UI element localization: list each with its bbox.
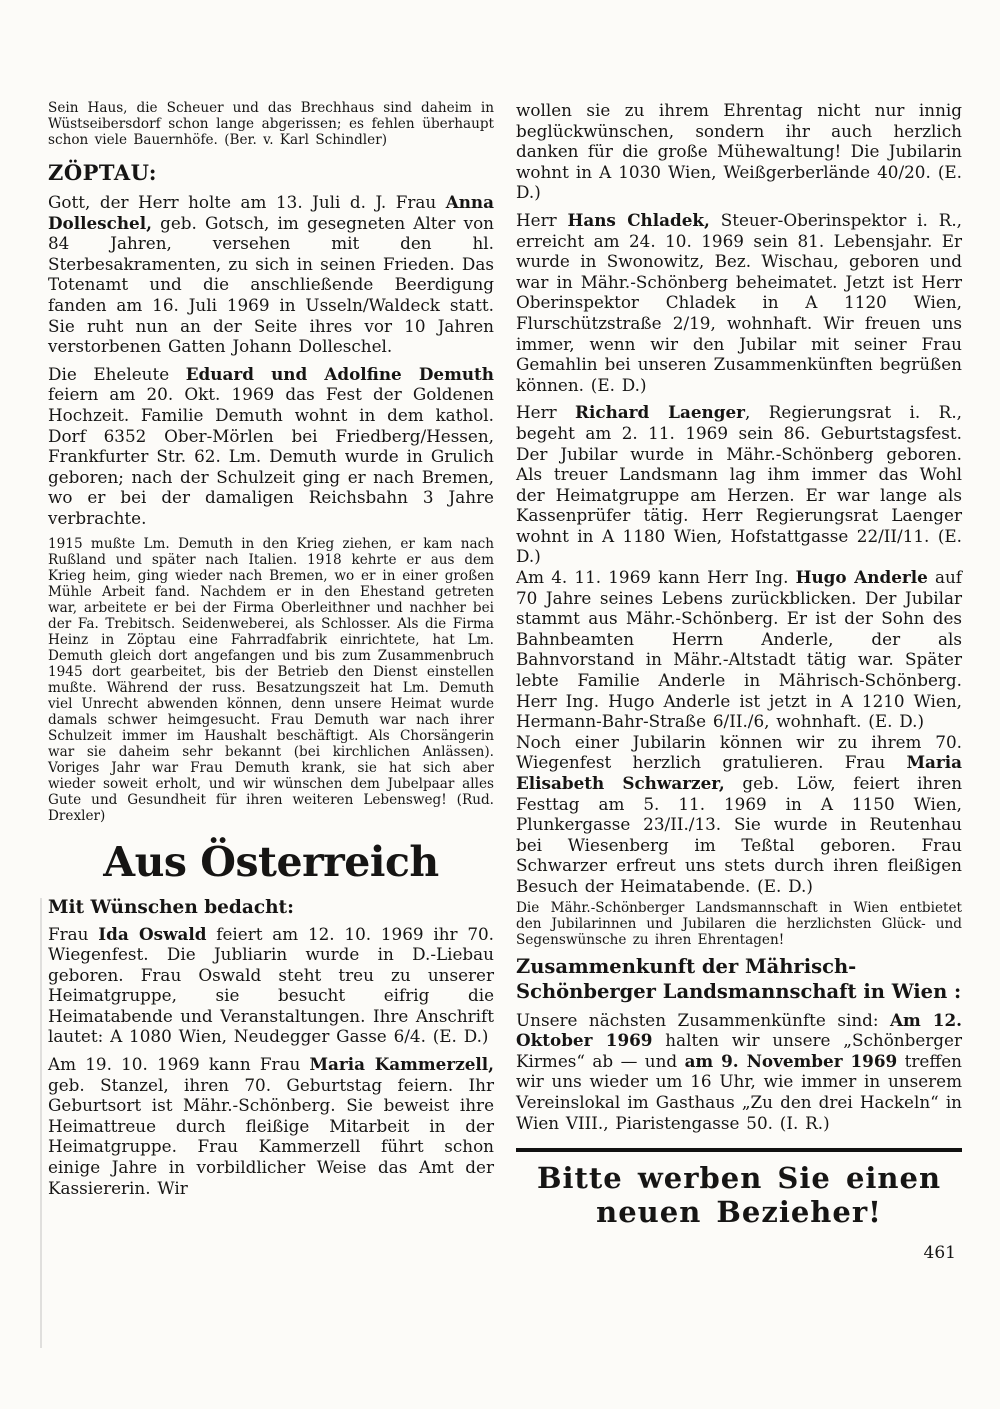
promo-banner-neuer-bezieher: [516, 1148, 962, 1229]
notice-richard-laenger: Herr Richard Laenger, Regierungsrat i. R., begeht am 2. 11. 1969 sein 86. Geburtstagsfest. Der Jubilar wurde in Mähr.-Schönberg geboren. Als treuer Landsmann lag ihm immer das Wohl der Heimatgruppe am Herzen. Er war lange als Kassenprüfer tätig. Herr Regierungsrat Laenger wohnt in A 1180 Wien, Hofstattgasse 22/II/11. (E. D.): [516, 402, 962, 567]
obituary-anna-dolleschel: Gott, der Herr holte am 13. Juli d. J. Frau Anna Dolleschel, geb. Gotsch, im gesegneten Alter von 84 Jahren, versehen mit den hl. Sterbesakramenten, zu sich in seinen Frieden. Das Totenamt und die anschließende Beerdigung fanden am 16. Juli 1969 in Usseln/Waldeck statt. Sie ruht nun an der Seite ihres vor 10 Jahren verstorbenen Gatten Johann Dolleschel.: [48, 192, 494, 357]
right-column: [516, 100, 962, 1263]
notice-ida-oswald: Frau Ida Oswald feiert am 12. 10. 1969 ihr 70. Wiegenfest. Die Jubliarin wurde in D.-Liebau geboren. Frau Oswald steht treu zu unserer Heimatgruppe, sie besucht eifrig die Heimatabende und Veranstaltungen. Ihre Anschrift lautet: A 1080 Wien, Neudegger Gasse 6/4. (E. D.): [48, 923, 495, 1047]
heading-zusammenkunft: Zusammenkunft der Mährisch-Schönberger Landsmannschaft in Wien :: [516, 954, 962, 1003]
page-number: 461: [923, 1243, 956, 1264]
biography-demuth: 1915 mußte Lm. Demuth in den Krieg ziehen, er kam nach Rußland und später nach Italien. 1918 kehrte er aus dem Krieg heim, ging wieder nach Bremen, wo er in einer großen Mühle Arbeit fand. Nachdem er in den Ehestand getreten war, arbeitete er bei der Firma Oberleithner und nachher bei der Fa. Trebitsch. Seidenweberei, als Schlosser. Als die Firma Heinz in Zöptau eine Fahrradfabrik einrichtete, hat Lm. Demuth gleich dort angefangen und bis zum Zusammenbruch 1945 dort gearbeitet, bis der Betrieb den Dienst einstellen mußte. Während der russ. Besatzungszeit hat Lm. Demuth viel Unrecht abwenden können, denn unsere Heimat wurde damals schwer heimgesucht. Frau Demuth war nach ihrer Schulzeit immer im Haushalt beschäftigt. Als Chorsängerin war sie daheim sehr bekannt (bei kirchlichen Anlässen). Voriges Jahr war Frau Demuth krank, sie hat sich aber wieder soweit erholt, und wir wünschen dem Jubelpaar alles Gute und Gesundheit für ihren weiteren Lebensweg! (Rud. Drexler): [48, 535, 494, 824]
intro-note-wuestseibersdorf: Sein Haus, die Scheuer und das Brechhaus sind daheim in Wüstseibersdorf schon lange abgerissen; es fehlen überhaupt schon viele Bauernhöfe. (Ber. v. Karl Schindler): [48, 100, 494, 148]
notice-continuation-ehrentag: wollen sie zu ihrem Ehrentag nicht nur innig beglückwünschen, sondern ihr auch herzlich danken für die große Mühewaltung! Die Jubilarin wohnt in A 1030 Wien, Weißgerberlände 40/20. (E. D.): [516, 100, 962, 203]
left-column: [48, 100, 494, 1198]
notice-maria-schwarzer: Noch einer Jubilarin können wir zu ihrem 70. Wiegenfest herzlich gratulieren. Frau Maria Elisabeth Schwarzer, geb. Löw, feiert ihren Festtag am 5. 11. 1969 in A 1150 Wien, Plunkergasse 23/II./13. Sie wurde in Reutenhau bei Wiesenberg im Teßtal geboren. Frau Schwarzer erfreut uns stets durch ihren fleißigen Besuch der Heimatabende. (E. D.): [516, 731, 963, 896]
greeting-landsmannschaft: Die Mähr.-Schönberger Landsmannschaft in Wien entbietet den Jubilarinnen und Jubilaren die herzlichsten Glück- und Segenswünsche zu ihren Ehrentagen!: [516, 899, 962, 948]
subheading-mit-wuenschen-bedacht: Mit Wünschen bedacht:: [48, 896, 294, 918]
section-heading-aus-oesterreich: Aus Österreich: [103, 837, 439, 886]
notice-hans-chladek: Herr Hans Chladek, Steuer-Oberinspektor i. R., erreicht am 24. 10. 1969 sein 81. Lebensjahr. Er wurde in Swonowitz, Bez. Wischau, geboren und war in Mähr.-Schönberg beheimatet. Jetzt ist Herr Oberinspektor Chladek in A 1120 Wien, Flurschützstraße 2/19, wohnhaft. Wir freuen uns immer, wenn wir den Jubilar mit seiner Frau Gemahlin bei unseren Zusammenkünften begrüßen können. (E. D.): [516, 209, 962, 395]
promo-line-1: Bitte werben Sie einen: [536, 1161, 942, 1196]
notice-maria-kammerzell: Am 19. 10. 1969 kann Frau Maria Kammerzell, geb. Stanzel, ihren 70. Geburtstag feiern. Ihr Geburtsort ist Mähr.-Schönberg. Sie beweist ihre Heimattreue durch fleißige Mitarbeit in der Heimatgruppe. Frau Kammerzell führt schon einige Jahre in vorbildlicher Weise das Amt der Kassiererin. Wir: [48, 1054, 495, 1198]
notice-hugo-anderle: Am 4. 11. 1969 kann Herr Ing. Hugo Anderle auf 70 Jahre seines Lebens zurückblicken. Der Jubilar stammt aus Mähr.-Schönberg. Er ist der Sohn des Bahnbeamten Herrn Anderle, der als Bahnvorstand in Mähr.-Altstadt tätig war. Später lebte Familie Anderle in Mährisch-Schönberg. Herr Ing. Hugo Anderle ist jetzt in A 1210 Wien, Hermann-Bahr-Straße 6/II./6, wohnhaft. (E. D.): [516, 567, 962, 732]
notice-zusammenkuenfte-termine: Unsere nächsten Zusammenkünfte sind: Am 12. Oktober 1969 halten wir unsere „Schönberger Kirmes“ ab — und am 9. November 1969 treffen wir uns wieder um 16 Uhr, wie immer in unserem Vereinslokal im Gasthaus „Zu den drei Hackeln“ in Wien VIII., Piaristengasse 50. (I. R.): [516, 1009, 962, 1133]
section-heading-zoeptau: ZÖPTAU:: [48, 160, 158, 185]
promo-line-2: neuen Bezieher!: [596, 1195, 882, 1230]
notice-demuth-golden-wedding: Die Eheleute Eduard und Adolfine Demuth feiern am 20. Okt. 1969 das Fest der Goldenen Hochzeit. Familie Demuth wohnt in dem kathol. Dorf 6352 Ober-Mörlen bei Friedberg/Hessen, Frankfurter Str. 62. Lm. Demuth wurde in Grulich geboren; nach der Schulzeit ging er nach Bremen, wo er bei der damaligen Reichsbahn 3 Jahre verbrachte.: [48, 363, 494, 528]
scan-artifact-line: [40, 898, 42, 1348]
